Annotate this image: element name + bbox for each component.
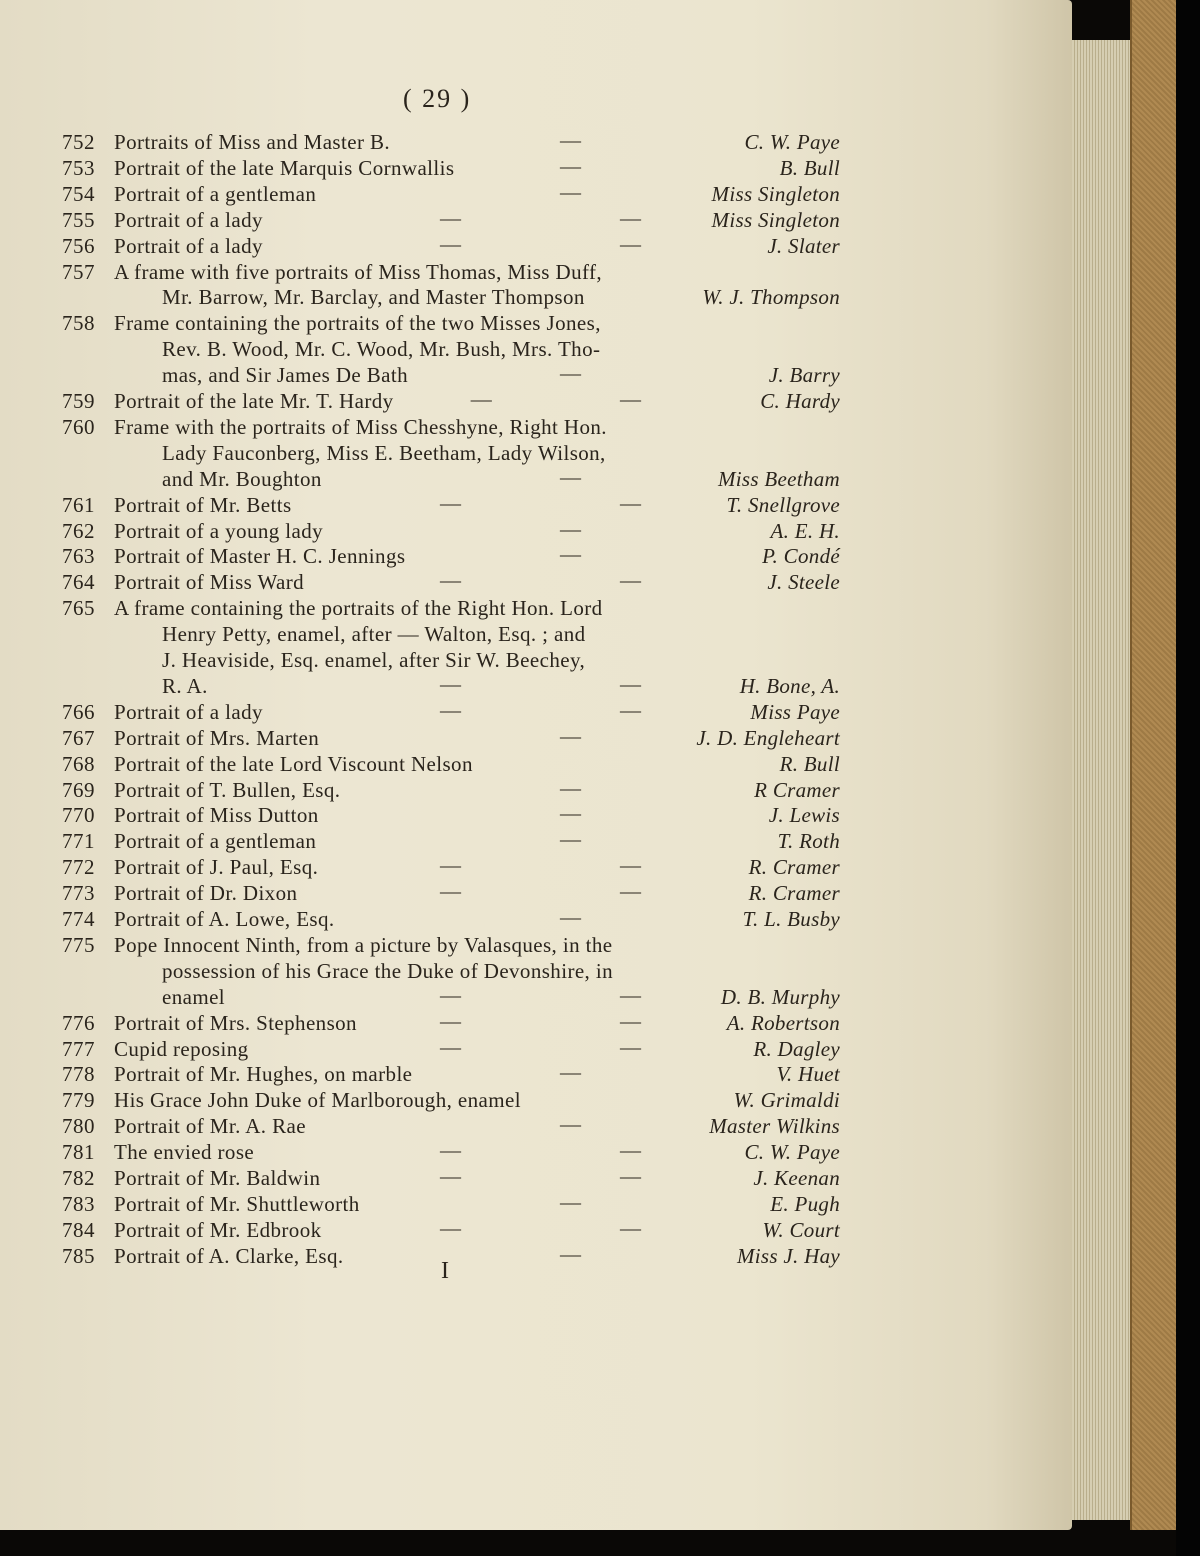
entry-description: Frame containing the portraits of the two Misses Jones, — [114, 311, 601, 336]
scan-bottom-border — [0, 1530, 1176, 1556]
catalogue-entry-line — [0, 130, 1072, 156]
entry-description: Portrait of Mr. Betts — [114, 492, 292, 517]
entry-description: J. Heaviside, Esq. enamel, after Sir W. Beechey, — [162, 648, 586, 672]
leader-dash: — — [440, 853, 461, 878]
entry-artist: C. W. Paye — [744, 1140, 840, 1165]
catalogue-entry-line — [0, 464, 1072, 493]
entry-artist: V. Huet — [776, 1062, 840, 1087]
entry-description: Portrait of a lady — [114, 207, 263, 232]
catalogue-entry-line — [0, 205, 1072, 234]
entry-description: Portrait of a young lady — [114, 518, 324, 543]
entry-number: 774 — [62, 907, 95, 931]
entry-number: 768 — [62, 751, 95, 776]
leader-dash: — — [620, 568, 641, 593]
entry-number: 783 — [62, 1191, 95, 1216]
entry-number: 775 — [62, 932, 95, 957]
entry-artist: T. Snellgrove — [726, 492, 840, 517]
catalogue-entry-line — [0, 1215, 1072, 1244]
entry-artist: H. Bone, A. — [739, 673, 840, 698]
catalogue-entry-line — [0, 855, 1072, 881]
entry-artist: Miss Singleton — [711, 181, 840, 206]
entry-artist: Miss Beetham — [718, 466, 840, 491]
entry-number: 752 — [62, 130, 95, 154]
entry-number: 757 — [62, 259, 95, 284]
leader-dash: — — [440, 982, 461, 1007]
entry-description: Henry Petty, enamel, after — Walton, Esq. ; and — [162, 622, 586, 647]
catalogue-entry-line — [0, 544, 1072, 570]
entry-description: Portrait of the late Marquis Cornwallis — [114, 155, 455, 180]
entry-artist: C. W. Paye — [744, 130, 840, 154]
entry-number: 781 — [62, 1140, 95, 1165]
catalogue-entry-line — [0, 285, 1072, 311]
entry-artist: W. Grimaldi — [733, 1088, 840, 1113]
entry-description: Portrait of a gentleman — [114, 829, 317, 854]
entry-description: Portrait of Mr. Edbrook — [114, 1217, 322, 1242]
entry-description: Pope Innocent Ninth, from a picture by Valasques, in the — [114, 932, 613, 957]
entry-description: enamel — [162, 984, 226, 1009]
entry-description: Portrait of the late Lord Viscount Nelson — [114, 751, 473, 776]
entry-description: Mr. Barrow, Mr. Barclay, and Master Thompson — [162, 285, 585, 310]
entry-number: 772 — [62, 855, 95, 880]
entry-artist: R. Cramer — [748, 881, 840, 906]
leader-dash: — — [620, 671, 641, 696]
catalogue-entry-line — [0, 490, 1072, 519]
entry-artist: E. Pugh — [770, 1191, 840, 1216]
entry-number: 756 — [62, 233, 95, 258]
entry-artist: J. Slater — [767, 233, 840, 258]
entry-number: 754 — [62, 181, 95, 206]
catalogue-entry-line — [0, 1062, 1072, 1088]
entry-artist: Miss Paye — [750, 699, 840, 724]
leader-dash: — — [440, 1034, 461, 1059]
leader-dash: — — [440, 1164, 461, 1188]
catalogue-entry-line — [0, 1114, 1072, 1140]
catalogue-entry-line — [0, 775, 1072, 804]
leader-dash: — — [560, 1189, 581, 1214]
leader-dash: — — [440, 231, 461, 256]
entry-artist: J. Steele — [767, 570, 840, 595]
catalogue-entry-line — [0, 415, 1072, 441]
catalogue-entry-line — [0, 231, 1072, 260]
entry-description: Portrait of a gentleman — [114, 181, 317, 206]
entry-description: Portrait of Miss Dutton — [114, 803, 319, 828]
entry-description: mas, and Sir James De Bath — [162, 363, 409, 388]
leader-dash: — — [440, 697, 461, 722]
entry-description: His Grace John Duke of Marlborough, enamel — [114, 1088, 521, 1113]
catalogue-entry-line — [0, 516, 1072, 545]
entry-artist: D. B. Murphy — [720, 984, 840, 1009]
leader-dash: — — [440, 568, 461, 593]
entry-artist: Miss Singleton — [711, 207, 840, 232]
leader-dash: — — [560, 179, 581, 204]
catalogue-entry-line — [0, 260, 1072, 286]
entry-artist: R. Dagley — [753, 1036, 840, 1061]
catalogue-entry-line — [0, 959, 1072, 985]
entry-number: 769 — [62, 777, 95, 802]
catalogue-entry-line — [0, 570, 1072, 596]
catalogue-entry-line — [0, 1166, 1072, 1192]
leader-dash: — — [440, 205, 461, 230]
entry-artist: A. Robertson — [726, 1010, 840, 1035]
leader-dash: — — [620, 387, 641, 411]
catalogue-entry-line — [0, 311, 1072, 337]
leader-dash: — — [620, 982, 641, 1007]
catalogue-entry-line — [0, 671, 1072, 700]
leader-dash: — — [560, 516, 581, 541]
entry-description: Portrait of Master H. C. Jennings — [114, 544, 406, 569]
catalogue-entry-line — [0, 389, 1072, 415]
catalogue-entry-line — [0, 441, 1072, 467]
leader-dash: — — [560, 827, 581, 852]
catalogue-entry-line — [0, 933, 1072, 959]
entry-artist: C. Hardy — [760, 389, 840, 413]
entry-description: The envied rose — [114, 1140, 255, 1165]
catalogue-entry-line — [0, 179, 1072, 208]
entry-number: 758 — [62, 311, 95, 336]
entry-description: Portrait of T. Bullen, Esq. — [114, 777, 341, 802]
catalogue-entry-line — [0, 596, 1072, 622]
catalogue-entry-line — [0, 723, 1072, 752]
entry-description: R. A. — [162, 673, 208, 698]
leader-dash: — — [620, 853, 641, 878]
leader-dash: — — [620, 1164, 641, 1188]
entry-description: Lady Fauconberg, Miss E. Beetham, Lady Wilson, — [162, 440, 606, 465]
entry-number: 762 — [62, 518, 95, 543]
entry-number: 785 — [62, 1243, 95, 1268]
leader-dash: — — [620, 1215, 641, 1240]
entry-description: Portrait of a lady — [114, 233, 263, 258]
leader-dash: — — [560, 153, 581, 178]
catalogue-entry-line — [0, 829, 1072, 855]
leader-dash: — — [560, 1112, 581, 1137]
entry-description: Portrait of A. Clarke, Esq. — [114, 1243, 344, 1268]
catalogue-entry-line — [0, 153, 1072, 182]
entry-number: 759 — [62, 389, 95, 413]
catalogue-entry-line — [0, 363, 1072, 389]
leader-dash: — — [560, 1060, 581, 1085]
catalogue-entry-line — [0, 1008, 1072, 1037]
catalogue-entry-line — [0, 1140, 1072, 1166]
catalogue-entry-line — [0, 697, 1072, 726]
catalogue-entry-line — [0, 982, 1072, 1011]
signature-mark: I — [441, 1258, 449, 1284]
leader-dash: — — [560, 128, 581, 152]
entry-number: 780 — [62, 1114, 95, 1139]
entry-number: 763 — [62, 544, 95, 569]
entry-description: Portrait of Mr. Shuttleworth — [114, 1191, 360, 1216]
entry-description: Portrait of Dr. Dixon — [114, 881, 298, 906]
entry-number: 776 — [62, 1010, 95, 1035]
entry-number: 755 — [62, 207, 95, 232]
entry-artist: R Cramer — [754, 777, 840, 802]
entry-artist: J. D. Engleheart — [696, 725, 840, 750]
entry-artist: Miss J. Hay — [736, 1243, 840, 1268]
leader-dash: — — [620, 231, 641, 256]
leader-dash: — — [620, 1138, 641, 1163]
entry-artist: W. J. Thompson — [702, 285, 840, 310]
entry-number: 784 — [62, 1217, 95, 1242]
entry-number: 767 — [62, 725, 95, 750]
entry-number: 782 — [62, 1166, 95, 1190]
entry-description: Portrait of Miss Ward — [114, 570, 305, 595]
entry-number: 777 — [62, 1036, 95, 1061]
leader-dash: — — [470, 387, 492, 411]
catalogue-entry-line — [0, 803, 1072, 829]
entry-number: 773 — [62, 881, 95, 906]
leader-dash: — — [620, 490, 641, 515]
catalogue-entry-line — [0, 1034, 1072, 1063]
entry-number: 761 — [62, 492, 95, 517]
entry-description: Portrait of a lady — [114, 699, 263, 724]
entry-number: 770 — [62, 803, 95, 828]
leader-dash: — — [620, 205, 641, 230]
catalogue-entry-line — [0, 1241, 1072, 1270]
entry-artist: R. Cramer — [748, 855, 840, 880]
entry-description: Portrait of Mr. A. Rae — [114, 1114, 306, 1139]
entry-number: 766 — [62, 699, 95, 724]
leader-dash: — — [560, 905, 581, 929]
entry-number: 760 — [62, 414, 95, 439]
leader-dash: — — [620, 879, 641, 904]
leader-dash: — — [560, 775, 581, 800]
leader-dash: — — [560, 542, 581, 567]
entry-number: 753 — [62, 155, 95, 180]
scan-border — [1176, 0, 1200, 1556]
entry-description: possession of his Grace the Duke of Devonshire, in — [162, 958, 613, 983]
page-number: ( 29 ) — [403, 84, 472, 113]
leader-dash: — — [560, 464, 581, 489]
leader-dash: — — [440, 671, 461, 696]
entry-description: Frame with the portraits of Miss Chesshyne, Right Hon. — [114, 414, 607, 439]
leader-dash: — — [440, 1215, 461, 1240]
leader-dash: — — [560, 801, 581, 826]
entry-description: Portrait of J. Paul, Esq. — [114, 855, 319, 880]
leader-dash: — — [560, 723, 581, 748]
entry-description: Portrait of Mr. Hughes, on marble — [114, 1062, 413, 1087]
leader-dash: — — [440, 1138, 461, 1163]
entry-artist: W. Court — [762, 1217, 840, 1242]
page-fore-edge — [1072, 40, 1130, 1520]
entry-number: 771 — [62, 829, 95, 854]
entry-description: Portrait of Mrs. Marten — [114, 725, 320, 750]
entry-artist: B. Bull — [779, 155, 840, 180]
entry-description: Portrait of Mr. Baldwin — [114, 1166, 321, 1190]
entry-description: Portraits of Miss and Master B. — [114, 130, 391, 154]
catalogue-entry-line — [0, 907, 1072, 933]
leader-dash: — — [620, 1008, 641, 1033]
entry-artist: Master Wilkins — [709, 1114, 840, 1139]
entry-number: 778 — [62, 1062, 95, 1087]
leader-dash: — — [440, 1008, 461, 1033]
entry-description: Rev. B. Wood, Mr. C. Wood, Mr. Bush, Mrs. Tho- — [162, 337, 601, 362]
catalogue-entry-line — [0, 881, 1072, 907]
entry-number: 765 — [62, 596, 95, 621]
book-cover-cloth — [1130, 0, 1177, 1540]
entry-artist: R. Bull — [779, 751, 840, 776]
entry-artist: J. Keenan — [753, 1166, 840, 1190]
catalogue-entry-line — [0, 337, 1072, 363]
entry-description: Portrait of the late Mr. T. Hardy — [114, 389, 394, 413]
catalogue-entry-line — [0, 1189, 1072, 1218]
catalogue-entry-line — [0, 622, 1072, 648]
entry-description: Portrait of A. Lowe, Esq. — [114, 907, 335, 931]
entry-artist: T. Roth — [777, 829, 840, 854]
catalogue-entry-line — [0, 648, 1072, 674]
entry-artist: P. Condé — [762, 544, 840, 569]
entry-artist: J. Barry — [768, 363, 840, 388]
catalogue-entry-line — [0, 752, 1072, 778]
leader-dash: — — [440, 879, 461, 904]
entry-description: A frame containing the portraits of the Right Hon. Lord — [114, 596, 603, 621]
entry-number: 764 — [62, 570, 95, 595]
catalogue-entry-line — [0, 1088, 1072, 1114]
entry-artist: T. L. Busby — [742, 907, 840, 931]
entry-number: 779 — [62, 1088, 95, 1113]
entry-description: A frame with five portraits of Miss Thomas, Miss Duff, — [114, 259, 603, 284]
leader-dash: — — [620, 697, 641, 722]
entry-description: and Mr. Boughton — [162, 466, 322, 491]
leader-dash: — — [560, 1241, 581, 1266]
leader-dash: — — [560, 361, 581, 386]
entry-artist: J. Lewis — [768, 803, 840, 828]
entry-description: Portrait of Mrs. Stephenson — [114, 1010, 357, 1035]
entry-description: Cupid reposing — [114, 1036, 249, 1061]
entry-artist: A. E. H. — [770, 518, 840, 543]
leader-dash: — — [620, 1034, 641, 1059]
leader-dash: — — [440, 490, 461, 515]
